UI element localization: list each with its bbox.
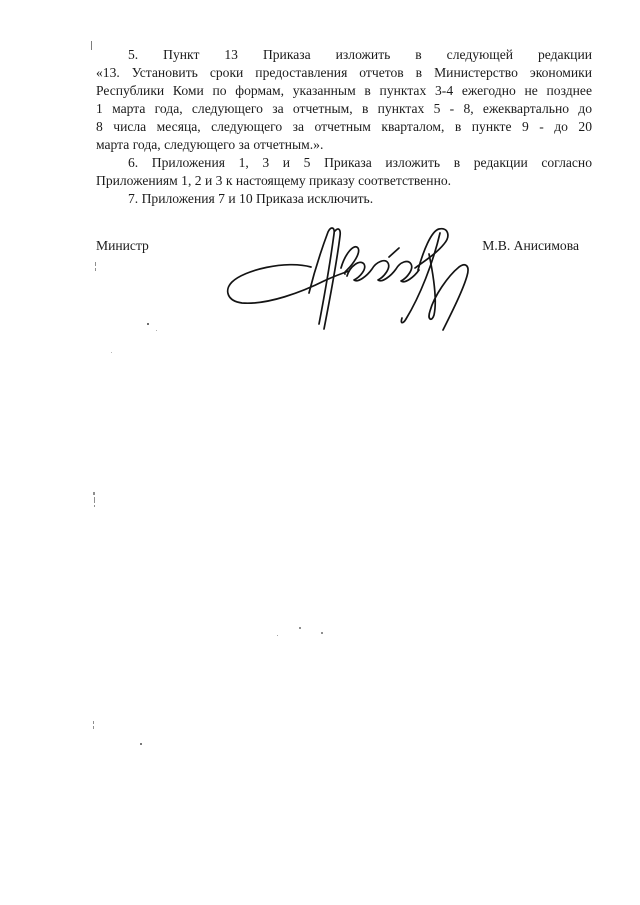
scan-speck	[299, 627, 301, 629]
handwritten-signature-icon	[222, 226, 474, 334]
text-line: 5. Пункт 13 Приказа изложить в следующей редакции	[128, 47, 592, 62]
text-line: «13. Установить сроки предоставления отчетов в Министерство экономики	[96, 65, 592, 80]
scan-speck	[277, 635, 278, 636]
text-line: марта года, следующего за отчетным.».	[96, 137, 324, 152]
scan-speck	[91, 41, 92, 50]
text-line: 8 числа месяца, следующего за отчетным кварталом, в пункте 9 - до 20	[96, 119, 592, 134]
text-line: 6. Приложения 1, 3 и 5 Приказа изложить в редакции согласно	[128, 155, 592, 170]
signoff-title: Министр	[96, 238, 149, 253]
scan-speck	[94, 505, 95, 507]
scan-speck	[94, 497, 95, 503]
scan-speck	[93, 492, 95, 495]
scan-speck	[95, 268, 96, 271]
scan-speck	[93, 721, 94, 724]
scan-speck	[93, 726, 94, 729]
scan-speck	[321, 632, 323, 634]
signoff-name: М.В. Анисимова	[482, 238, 579, 253]
scan-speck	[147, 323, 149, 325]
text-line: 7. Приложения 7 и 10 Приказа исключить.	[128, 191, 374, 206]
scan-speck	[140, 743, 142, 745]
text-line: Приложениям 1, 2 и 3 к настоящему приказу соответственно.	[96, 173, 452, 188]
text-line: 1 марта года, следующего за отчетным, в пунктах 5 - 8, ежеквартально до	[96, 101, 592, 116]
scan-speck	[95, 262, 96, 266]
document-body	[96, 46, 592, 208]
scan-speck	[156, 330, 157, 331]
text-line: Республики Коми по формам, указанным в пунктах 3-4 ежегодно не позднее	[96, 83, 592, 98]
scan-speck	[111, 352, 112, 353]
